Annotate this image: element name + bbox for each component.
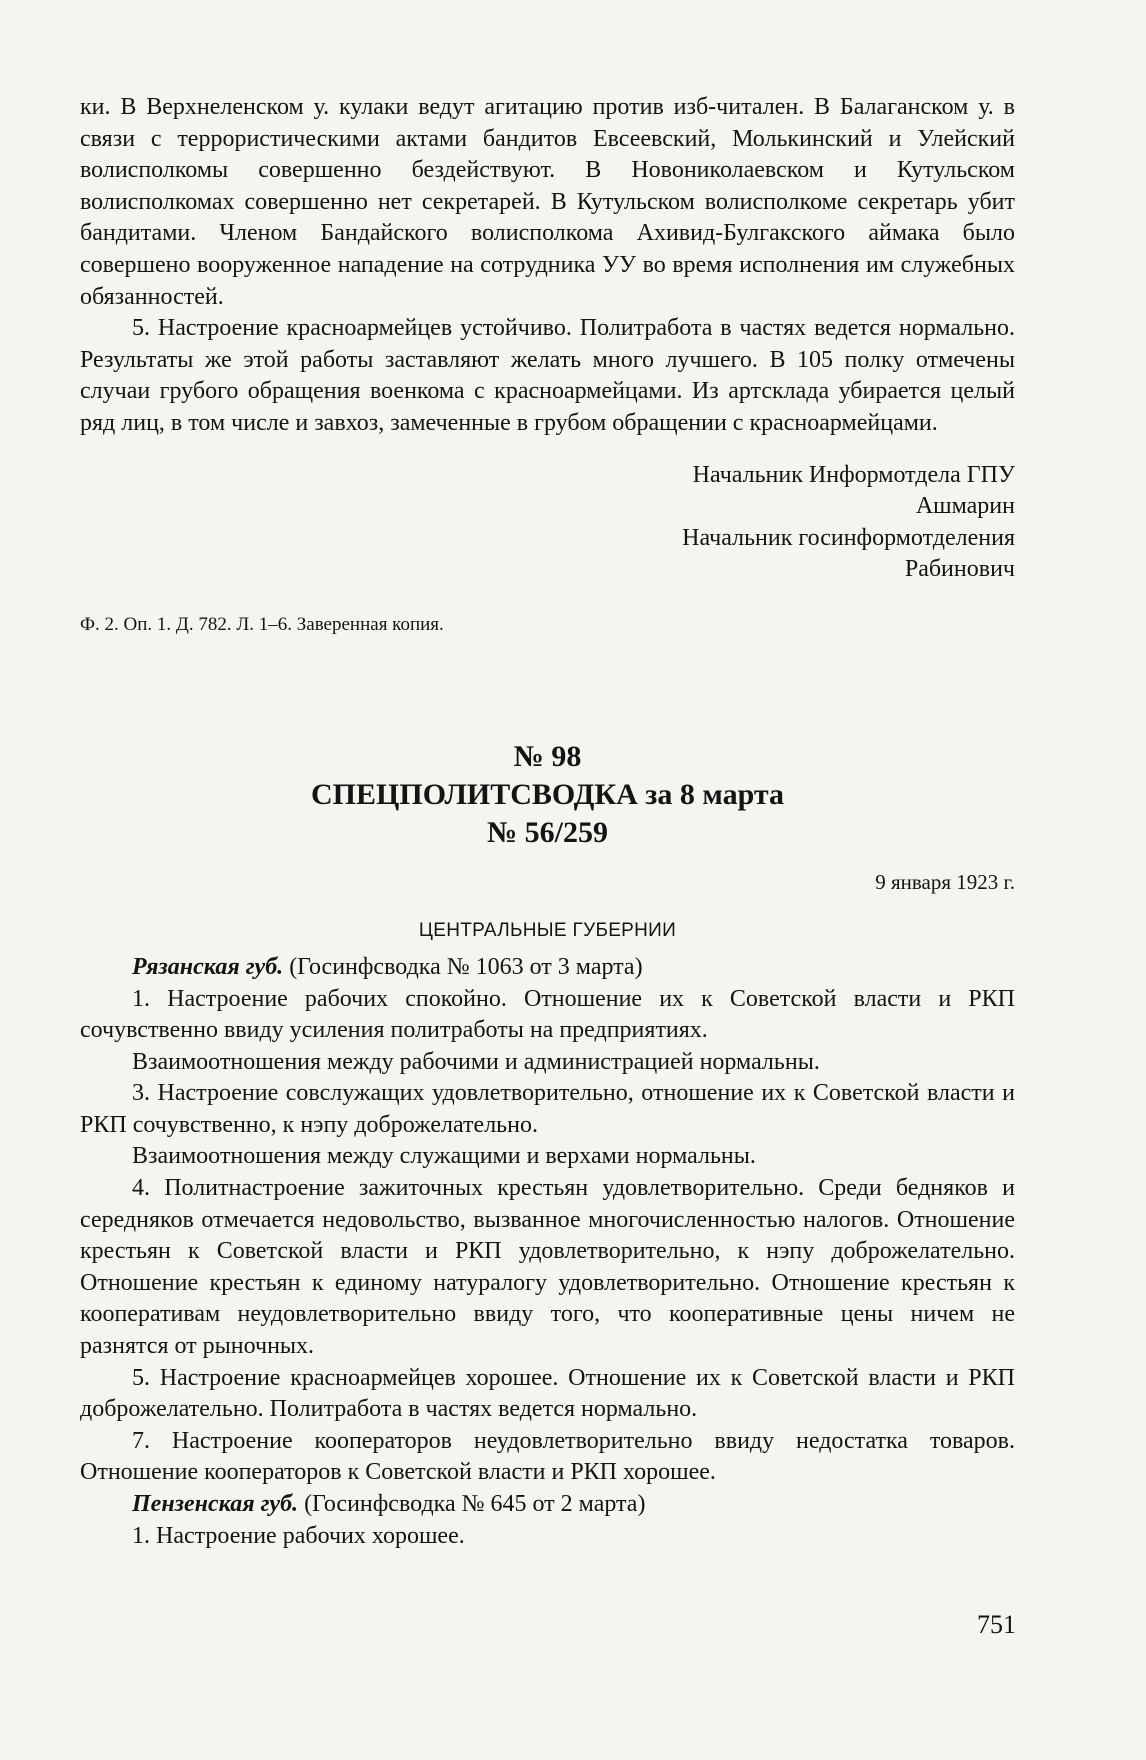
paragraph-red-army: 5. Настроение красноармейцев устойчиво. Политработа в частях ведется нормально. Результаты же этой работы заставляют желать много лучшего. В 105 полку отмечены случаи грубого обращения военкома с красноармейцами. Из артсклада убирается целый ряд лиц, в том числе и завхоз, замеченные в грубом обращении с красноармейцами. — [80, 315, 1015, 436]
region-ryazan-heading — [80, 952, 1015, 984]
signature-block — [80, 460, 1015, 586]
paragraph: 5. Настроение красноармейцев хорошее. Отношение их к Советской власти и РКП доброжелательно. Политработа в частях ведется нормально. — [80, 1364, 1015, 1423]
signature-name-1: Ашмарин — [915, 493, 1015, 520]
page-number: 751 — [977, 1610, 1016, 1639]
document-subnumber: № 56/259 — [487, 815, 608, 849]
paragraph: 7. Настроение кооператоров неудовлетворительно ввиду недостатка товаров. Отношение кооператоров к Советской власти и РКП хорошее. — [80, 1427, 1015, 1486]
document-heading — [80, 738, 1015, 852]
document-title: СПЕЦПОЛИТСВОДКА за 8 марта — [311, 777, 784, 811]
region-name-penza: Пензенская губ. — [132, 1491, 299, 1517]
signature-title-2: Начальник госинформотделения — [682, 524, 1015, 551]
paragraph: 3. Настроение совслужащих удовлетворительно, отношение их к Советской власти и РКП сочувственно, к нэпу доброжелательно. — [80, 1080, 1015, 1138]
paragraph: 4. Политнастроение зажиточных крестьян удовлетворительно. Среди бедняков и середняков отмечается недовольство, вызванное многочисленностью налогов. Отношение крестьян к Советской власти и РКП удовлетворительно, к нэпу доброжелательно. Отношение крестьян к единому натуралогу удовлетворительно. Отношение крестьян к кооперативам неудовлетворительно ввиду того, что кооперативные цены ничем не разнятся от рыночных. — [80, 1175, 1015, 1360]
region-ref-penza: (Госинфсводка № 645 от 2 марта) — [298, 1491, 646, 1517]
paragraph: Взаимоотношения между рабочими и администрацией нормальны. — [132, 1048, 820, 1075]
signature-name-2: Рабинович — [904, 556, 1015, 583]
document-number: № 98 — [513, 739, 582, 773]
section-heading: ЦЕНТРАЛЬНЫЕ ГУБЕРНИИ — [418, 919, 677, 941]
archive-source: Ф. 2. Оп. 1. Д. 782. Л. 1–6. Заверенная копия. — [80, 613, 444, 635]
paragraph: Взаимоотношения между служащими и верхами нормальны. — [132, 1143, 756, 1170]
region-ref-ryazan: (Госинфсводка № 1063 от 3 марта) — [283, 953, 643, 980]
region-name-ryazan: Рязанская губ. — [132, 953, 284, 980]
text-column — [80, 92, 1015, 1552]
document-date: 9 января 1923 г. — [875, 869, 1015, 894]
region-penza-heading — [80, 1489, 1015, 1521]
paragraph-continuation: ки. В Верхнеленском у. кулаки ведут агитацию против изб-читален. В Балаганском у. в связи с террористическими актами бандитов Евсеевский, Молькинский и Улейский волисполкомы совершенно бездействуют. В Новониколаевском и Кутульском волисполкомах совершенно нет секретарей. В Кутульском волисполкоме секретарь убит бандитами. Членом Бандайского волисполкома Ахивид-Булгакского аймака было совершено вооруженное нападение на сотрудника УУ во время исполнения им служебных обязанностей. — [80, 94, 1015, 310]
paragraph: 1. Настроение рабочих хорошее. — [132, 1522, 465, 1549]
signature-title-1: Начальник Информотдела ГПУ — [692, 461, 1015, 488]
paragraph: 1. Настроение рабочих спокойно. Отношение их к Советской власти и РКП сочувственно ввиду усиления политработы на предприятиях. — [80, 985, 1015, 1044]
